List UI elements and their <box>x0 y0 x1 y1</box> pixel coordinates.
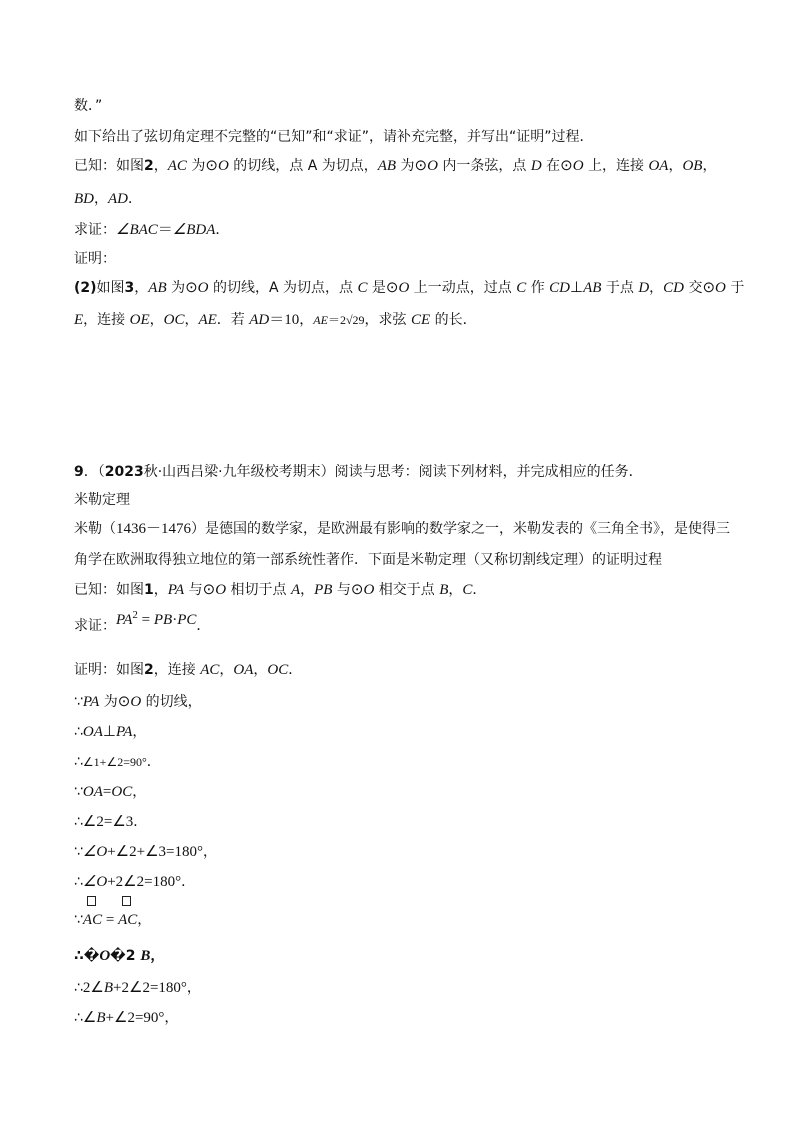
line-3: 已知：如图2，AC 为⊙O 的切线，点 A 为切点，AB 为⊙O 内一条弦，点 D 在⊙O 上，连接 OA，OB， <box>74 158 717 174</box>
line-7: (2)如图3，AB 为⊙O 的切线，A 为切点，点 C 是⊙O 上一动点，过点 C 作 CD⊥AB 于点 D，CD 交⊙O 于 <box>74 280 745 296</box>
line-4: BD，AD． <box>74 191 142 207</box>
line-24: ∴�O�2 B， <box>74 948 165 964</box>
line-20: ∴∠2=∠3． <box>74 814 148 830</box>
line-9: 9．（2023秋·山西吕梁·九年级校考期末）阅读与思考：阅读下列材料，并完成相应的任务． <box>74 464 643 480</box>
line-10: 米勒定理 <box>74 492 130 508</box>
line-1: 数．” <box>74 98 103 114</box>
line-26: ∴∠B+∠2=90°， <box>74 1010 179 1026</box>
line-6: 证明： <box>74 251 116 267</box>
line-12: 角学在欧洲取得独立地位的第一部系统性著作．下面是米勒定理（又称切割线定理）的证明过程 <box>74 552 662 568</box>
line-2: 如下给出了弦切角定理不完整的“已知”和“求证”，请补充完整，并写出“证明”过程． <box>74 129 594 145</box>
line-17: ∴OA⊥PA， <box>74 724 147 740</box>
line-14: 求证：$PA^2 = PB\cdot PC$． <box>74 609 211 634</box>
line-25: ∴2∠B+2∠2=180°， <box>74 980 201 996</box>
line-13: 已知：如图1，PA 与⊙O 相切于点 A，PB 与⊙O 相交于点 B，C． <box>74 582 487 598</box>
line-22: ∴∠O+2∠2=180°． <box>74 874 196 890</box>
line-5: 求证：∠BAC＝∠BDA． <box>74 222 230 238</box>
line-15: 证明：如图2，连接 AC，OA，OC． <box>74 662 303 678</box>
line-19: ∵OA=OC， <box>74 784 147 800</box>
line-23: ∵AC = AC， <box>74 912 152 928</box>
line-11: 米勒（1436－1476）是德国的数学家，是欧洲最有影响的数学家之一，米勒发表的《三角全书》，是使得三 <box>74 521 731 537</box>
line-18: ∴∠1+∠2=90°． <box>74 754 161 770</box>
line-8: E，连接 OE，OC，AE．若 AD＝10，AE＝2√29，求弦 CE 的长． <box>74 312 477 328</box>
line-16: ∵PA 为⊙O 的切线， <box>74 694 202 710</box>
line-21: ∵∠O+∠2+∠3=180°， <box>74 844 217 860</box>
